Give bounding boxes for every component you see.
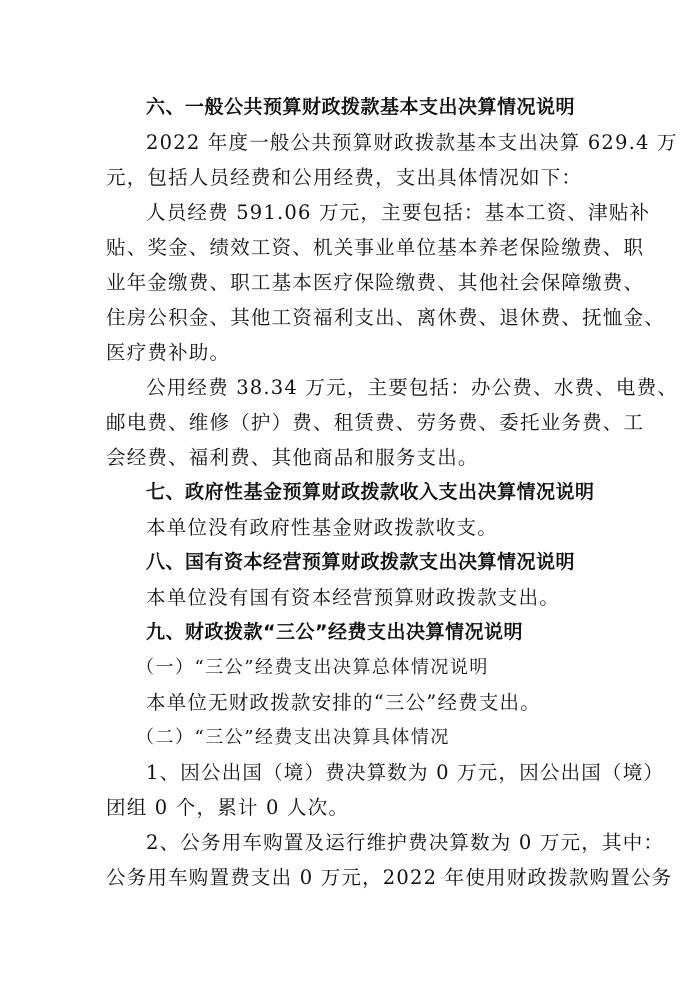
paragraph-line: 本单位无财政拨款安排的“三公”经费支出。	[146, 691, 541, 714]
paragraph-line: 贴、奖金、绩效工资、机关事业单位基本养老保险缴费、职	[106, 236, 645, 259]
section-heading-7: 七、政府性基金预算财政拨款收入支出决算情况说明	[146, 481, 595, 503]
paragraph-line: 2、公务用车购置及运行维护费决算数为 0 万元，其中：	[146, 831, 665, 854]
paragraph-line: 邮电费、维修（护）费、租赁费、劳务费、委托业务费、工	[106, 411, 645, 434]
section-heading-6: 六、一般公共预算财政拨款基本支出决算情况说明	[146, 96, 576, 118]
paragraph-line: 团组 0 个，累计 0 人次。	[106, 796, 350, 819]
paragraph-line: 会经费、福利费、其他商品和服务支出。	[106, 446, 479, 469]
section-heading-9: 九、财政拨款“三公”经费支出决算情况说明	[146, 621, 523, 643]
paragraph-line: 人员经费 591.06 万元，主要包括：基本工资、津贴补	[146, 201, 651, 224]
paragraph-line: 住房公积金、其他工资福利支出、离休费、退休费、抚恤金、	[106, 306, 665, 329]
paragraph-line: 2022 年度一般公共预算财政拨款基本支出决算 629.4 万	[146, 131, 678, 154]
paragraph-line: 业年金缴费、职工基本医疗保险缴费、其他社会保障缴费、	[106, 271, 645, 294]
subsection-heading-1: （一）“三公”经费支出决算总体情况说明	[136, 657, 489, 678]
subsection-heading-2: （二）“三公”经费支出决算具体情况	[136, 727, 450, 748]
section-heading-8: 八、国有资本经营预算财政拨款支出决算情况说明	[146, 551, 576, 573]
paragraph-line: 本单位没有政府性基金财政拨款收支。	[146, 516, 498, 539]
paragraph-line: 元，包括人员经费和公用经费，支出具体情况如下：	[106, 166, 583, 189]
paragraph-line: 本单位没有国有资本经营预算财政拨款支出。	[146, 586, 561, 609]
paragraph-line: 公用经费 38.34 万元，主要包括：办公费、水费、电费、	[146, 376, 679, 399]
paragraph-line: 1、因公出国（境）费决算数为 0 万元，因公出国（境）	[146, 761, 665, 784]
document-body	[106, 90, 679, 895]
paragraph-line: 医疗费补助。	[106, 341, 231, 364]
paragraph-line: 公务用车购置费支出 0 万元，2022 年使用财政拨款购置公务	[106, 866, 673, 889]
